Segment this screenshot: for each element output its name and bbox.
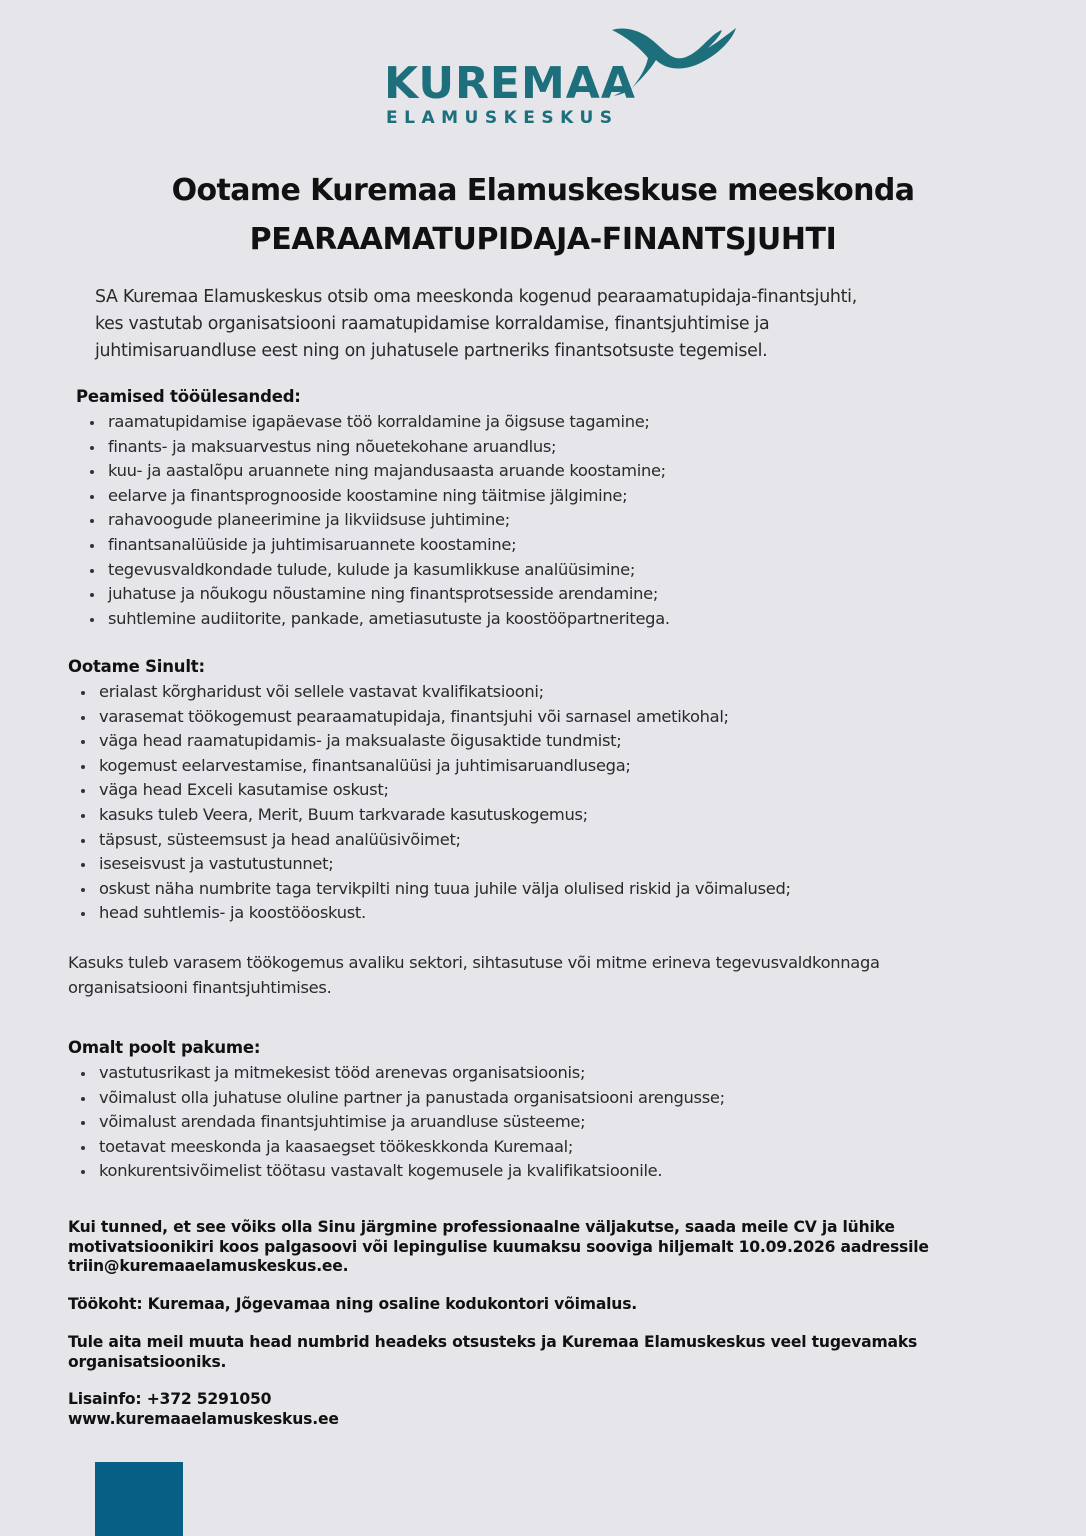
list-item: konkurentsivõimelist töötasu vastavalt kogemusele ja kvalifikatsioonile. bbox=[68, 1159, 725, 1184]
closing-line: organisatsiooniks. bbox=[68, 1352, 227, 1371]
tasks-list bbox=[77, 410, 670, 631]
list-item: iseseisvust ja vastutustunnet; bbox=[68, 852, 791, 877]
list-item: eelarve ja finantsprognooside koostamine ning täitmise jälgimine; bbox=[77, 484, 670, 509]
list-item: rahavoogude planeerimine ja likviidsuse juhtimine; bbox=[77, 508, 670, 533]
website-link[interactable]: www.kuremaaelamuskeskus.ee bbox=[68, 1409, 339, 1428]
list-item: varasemat töökogemust pearaamatupidaja, finantsjuhi või sarnasel ametikohal; bbox=[68, 705, 791, 730]
list-item: head suhtlemis- ja koostööoskust. bbox=[68, 901, 791, 926]
bonus-line: organisatsiooni finantsjuhtimises. bbox=[68, 977, 332, 997]
intro-line: kes vastutab organisatsiooni raamatupidamise korraldamise, finantsjuhtimise ja bbox=[95, 314, 770, 334]
list-item: kogemust eelarvestamise, finantsanalüüsi ja juhtimisaruandlusega; bbox=[68, 754, 791, 779]
bonus-paragraph bbox=[68, 951, 988, 1000]
logo bbox=[384, 26, 744, 136]
closing-paragraph bbox=[68, 1333, 968, 1372]
list-item: finantsanalüüside ja juhtimisaruannete koostamine; bbox=[77, 533, 670, 558]
contact-phone: Lisainfo: +372 5291050 bbox=[68, 1390, 272, 1408]
apply-line: Kui tunned, et see võiks olla Sinu järgmine professionaalne väljakutse, saada meile CV ja lühike bbox=[68, 1218, 895, 1236]
list-item: täpsust, süsteemsust ja head analüüsivõimet; bbox=[68, 828, 791, 853]
decorative-block bbox=[95, 1462, 183, 1536]
list-item: võimalust olla juhatuse oluline partner ja panustada organisatsiooni arengusse; bbox=[68, 1086, 725, 1111]
intro-line: juhtimisaruandluse eest ning on juhatusele partneriks finantsotsuste tegemisel. bbox=[95, 341, 768, 361]
page-title: Ootame Kuremaa Elamuskeskuse meeskonda bbox=[171, 173, 915, 208]
expect-list bbox=[68, 680, 791, 926]
intro-line: SA Kuremaa Elamuskeskus otsib oma meeskonda kogenud pearaamatupidaja-finantsjuhti, bbox=[95, 287, 857, 307]
contact-block bbox=[68, 1390, 968, 1429]
logo-name: KUREMAA bbox=[384, 58, 636, 109]
list-item: väga head raamatupidamis- ja maksualaste õigusaktide tundmist; bbox=[68, 729, 791, 754]
list-item: erialast kõrgharidust või sellele vastavat kvalifikatsiooni; bbox=[68, 680, 791, 705]
closing-line: Tule aita meil muuta head numbrid headeks otsusteks ja Kuremaa Elamuskeskus veel tugevamaks bbox=[68, 1333, 918, 1351]
apply-line: motivatsioonikiri koos palgasoovi või lepingulise kuumaksu sooviga hiljemalt 10.09.2026 aadressile bbox=[68, 1237, 929, 1256]
list-item: suhtlemine audiitorite, pankade, ametiasutuste ja koostööpartneritega. bbox=[77, 607, 670, 632]
offer-heading: Omalt poolt pakume: bbox=[68, 1038, 261, 1057]
list-item: tegevusvaldkondade tulude, kulude ja kasumlikkuse analüüsimine; bbox=[77, 558, 670, 583]
list-item: oskust näha numbrite taga tervikpilti ning tuua juhile välja olulised riskid ja võimalused; bbox=[68, 877, 791, 902]
list-item: kuu- ja aastalõpu aruannete ning majandusaasta aruande koostamine; bbox=[77, 459, 670, 484]
job-title: PEARAAMATUPIDAJA-FINANTSJUHTI bbox=[249, 222, 837, 257]
list-item: väga head Exceli kasutamise oskust; bbox=[68, 778, 791, 803]
intro-paragraph bbox=[95, 284, 975, 365]
list-item: võimalust arendada finantsjuhtimise ja aruandluse süsteeme; bbox=[68, 1110, 725, 1135]
tasks-heading: Peamised tööülesanded: bbox=[76, 387, 301, 406]
list-item: vastutusrikast ja mitmekesist tööd arenevas organisatsioonis; bbox=[68, 1061, 725, 1086]
location-text: Töökoht: Kuremaa, Jõgevamaa ning osaline kodukontori võimalus. bbox=[68, 1295, 637, 1313]
list-item: juhatuse ja nõukogu nõustamine ning finantsprotsesside arendamine; bbox=[77, 582, 670, 607]
list-item: raamatupidamise igapäevase töö korraldamine ja õigsuse tagamine; bbox=[77, 410, 670, 435]
list-item: finants- ja maksuarvestus ning nõuetekohane aruandlus; bbox=[77, 435, 670, 460]
list-item: kasuks tuleb Veera, Merit, Buum tarkvarade kasutuskogemus; bbox=[68, 803, 791, 828]
offer-list bbox=[68, 1061, 725, 1184]
apply-email[interactable]: triin@kuremaaelamuskeskus.ee. bbox=[68, 1257, 349, 1275]
list-item: toetavat meeskonda ja kaasaegset töökeskkonda Kuremaal; bbox=[68, 1135, 725, 1160]
bonus-line: Kasuks tuleb varasem töökogemus avaliku sektori, sihtasutuse või mitme erineva tegevusvaldkonnaga bbox=[68, 953, 880, 972]
logo-subtitle: ELAMUSKESKUS bbox=[386, 108, 619, 128]
apply-paragraph bbox=[68, 1218, 968, 1277]
expect-heading: Ootame Sinult: bbox=[68, 657, 205, 676]
